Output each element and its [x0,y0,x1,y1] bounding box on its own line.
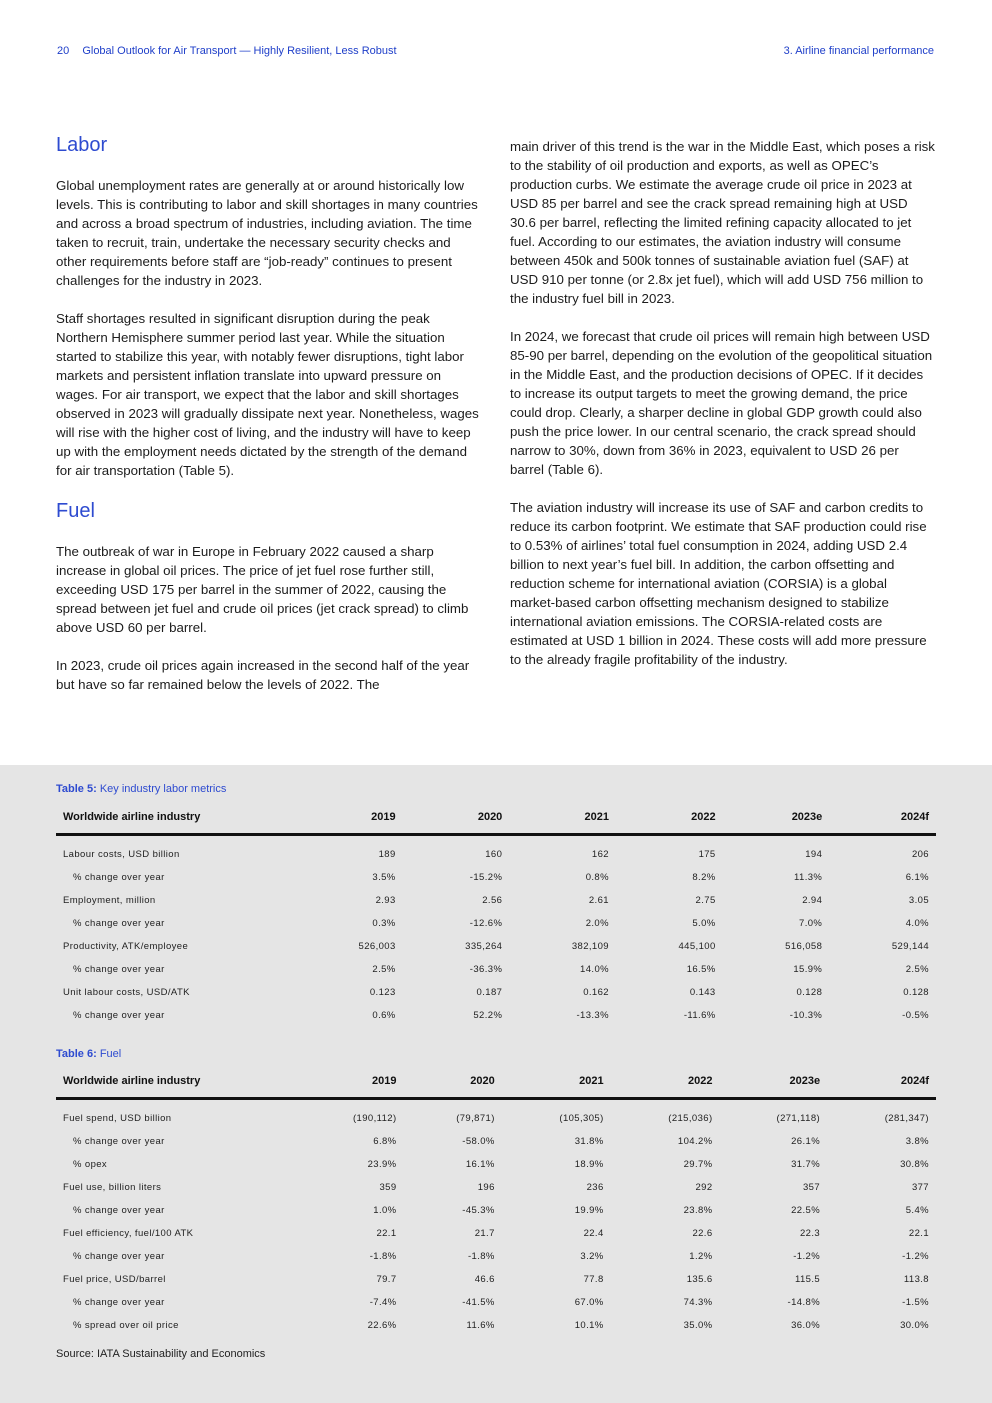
table-cell: -41.5% [462,1297,495,1308]
row-label: % change over year [73,1251,165,1262]
row-label: % spread over oil price [73,1320,179,1331]
table-row [56,1107,936,1130]
table-cell: 0.143 [689,987,716,998]
table-cell: 0.8% [585,872,609,883]
table6-title: Fuel [99,1048,122,1060]
table-cell: 0.128 [796,987,823,998]
table-cell: 2.56 [482,895,503,906]
table-cell: 2.61 [588,895,609,906]
table-cell: 3.5% [372,872,396,883]
table-cell: 23.8% [683,1205,713,1216]
column-header: 2022 [611,1064,720,1099]
column-header: 2019 [296,1064,404,1099]
table-cell: 162 [591,849,609,860]
table-cell: (281,347) [884,1113,929,1124]
table-cell: 0.3% [372,918,396,929]
table-row [56,935,936,958]
row-label: % change over year [73,1297,165,1308]
table-cell: 7.0% [799,918,823,929]
fuel-paragraph-5: The aviation industry will increase its use of SAF and carbon credits to reduce its carbon footprint. We estimate that SAF production could rise to 0.53% of airlines’ total fuel consumption in 2024, adding USD 2.4 billion to next year’s fuel bill. In addition, the carbon offsetting and reduction scheme for international aviation (CORSIA) is a global market-based carbon offsetting mechanism designed to stabilize international aviation emissions. The CORSIA-related costs are estimated at USD 1 billion in 2024. These costs will add more pressure to the already fragile profitability of the industry. [510,500,927,667]
table-cell: 5.0% [692,918,716,929]
table-cell: 18.9% [574,1159,604,1170]
table-row [56,1153,936,1176]
table-cell: 335,264 [465,941,503,952]
table-cell: 5.4% [905,1205,929,1216]
table-row [56,889,936,912]
table-cell: 189 [378,849,396,860]
table-cell: 2.5% [905,964,929,975]
table-cell: (190,112) [352,1113,397,1124]
table-cell: 35.0% [683,1320,713,1331]
labor-heading: Labor [56,134,108,156]
column-header: 2021 [502,1064,611,1099]
table-cell: 10.1% [574,1320,604,1331]
table-cell: 1.0% [373,1205,397,1216]
table-cell: 8.2% [692,872,716,883]
table-row [56,1314,936,1337]
row-label: Fuel price, USD/barrel [63,1274,166,1285]
table-cell: 31.7% [791,1159,821,1170]
column-header: 2022 [616,800,723,835]
labor-paragraph-2: Staff shortages resulted in significant disruption during the peak Northern Hemisphere summer period last year. While the situation started to stabilize this year, with notably fewer disruptions, tight labor markets and persistent inflation translate into upward pressure on wages. For air transport, we expect that the labor and skill shortages observed in 2023 will gradually dissipate next year. Nonetheless, wages will rise with the higher cost of living, and the industry will have to keep up with the employment needs dictated by the strength of the demand for air transportation (Table 5). [56,311,479,478]
table-cell: 26.1% [791,1136,821,1147]
table-cell: 77.8 [583,1274,604,1285]
table-cell: 0.123 [369,987,396,998]
table-row [56,1176,936,1199]
table-cell: 22.6 [692,1228,713,1239]
table5-title: Key industry labor metrics [99,783,227,795]
table-cell: 22.5% [791,1205,821,1216]
table-row [56,981,936,1004]
table5-label: Table 5: [56,783,97,795]
table-cell: 359 [379,1182,397,1193]
table-cell: 2.5% [372,964,396,975]
table-cell: 1.2% [689,1251,713,1262]
table-row [56,958,936,981]
table-cell: -7.4% [369,1297,397,1308]
labor-metrics-table [56,800,936,1027]
table-cell: -10.3% [789,1010,823,1021]
section-title: 3. Airline financial performance [783,45,934,57]
table-cell: 22.3 [799,1228,821,1239]
column-header: 2024f [827,1064,936,1099]
document-title: Global Outlook for Air Transport — Highly Resilient, Less Robust [82,45,397,57]
row-label: % change over year [73,1205,165,1216]
table-cell: 3.05 [908,895,929,906]
column-header: 2023e [720,1064,828,1099]
table-cell: 4.0% [905,918,929,929]
row-label: % change over year [73,1010,165,1021]
column-header: 2020 [403,800,510,835]
column-header: 2019 [296,800,403,835]
table-cell: -1.8% [369,1251,397,1262]
table-cell: (79,871) [456,1113,495,1124]
table-cell: -15.2% [469,872,503,883]
table5-caption [56,783,226,795]
row-label: % change over year [73,872,165,883]
column-header: 2020 [404,1064,502,1099]
row-label: % change over year [73,1136,165,1147]
fuel-paragraph-2: In 2023, crude oil prices again increased in the second half of the year but have so far remained below the levels of 2022. The [56,658,470,692]
table-cell: 52.2% [473,1010,503,1021]
table-cell: 6.1% [905,872,929,883]
table-cell: 206 [911,849,929,860]
table-cell: 0.162 [583,987,609,998]
table-row [56,1199,936,1222]
column-header: 2024f [829,800,936,835]
table-cell: 2.93 [375,895,396,906]
table-cell: 11.6% [466,1320,495,1331]
table-cell: 382,109 [571,941,609,952]
table-cell: 11.3% [794,872,823,883]
table-row [56,1291,936,1314]
fuel-paragraph-1: The outbreak of war in Europe in February 2022 caused a sharp increase in global oil prices. The price of jet fuel rose further still, exceeding USD 175 per barrel in the summer of 2022, causing the spread between jet fuel and crude oil prices (jet crack spread) to climb above USD 60 per barrel. [56,544,469,635]
table-cell: 46.6 [474,1274,495,1285]
table-cell: -1.2% [793,1251,821,1262]
page-number: 20 [57,45,70,57]
table6-label: Table 6: [56,1048,97,1060]
table-cell: 21.7 [474,1228,495,1239]
table-cell: -36.3% [469,964,503,975]
table-cell: 113.8 [903,1274,929,1285]
table-cell: 2.94 [802,895,823,906]
table-cell: -1.8% [467,1251,495,1262]
table-cell: -14.8% [787,1297,821,1308]
table-cell: 74.3% [683,1297,713,1308]
table-row [56,1245,936,1268]
table-cell: 135.6 [686,1274,713,1285]
table-cell: 160 [485,849,503,860]
table-cell: -1.2% [902,1251,929,1262]
table-cell: 377 [911,1182,929,1193]
table-cell: 6.8% [373,1136,397,1147]
table-cell: 30.0% [900,1320,929,1331]
table-row [56,1130,936,1153]
table-cell: 526,003 [358,941,396,952]
table-cell: 22.4 [583,1228,604,1239]
table-row [56,1004,936,1027]
labor-paragraph-1: Global unemployment rates are generally at or around historically low levels. This is contributing to labor and skill shortages in many countries and across a broad spectrum of industries, including aviation. The time taken to recruit, train, undertake the necessary security checks and other requirements before staff are “job-ready” continues to present challenges for the industry in 2023. [56,178,478,288]
table-cell: (271,118) [776,1113,821,1124]
left-column [56,133,481,713]
table-cell: 19.9% [574,1205,604,1216]
row-label: Labour costs, USD billion [63,849,180,860]
table-cell: 31.8% [574,1136,604,1147]
running-header [57,45,397,57]
table-cell: 196 [477,1182,495,1193]
table-cell: 529,144 [891,941,929,952]
table-cell: 0.187 [476,987,503,998]
table-cell: 0.6% [372,1010,396,1021]
table-cell: 516,058 [785,941,823,952]
table-cell: -1.5% [902,1297,929,1308]
table-cell: 15.9% [793,964,823,975]
table-cell: -12.6% [469,918,503,929]
fuel-table [56,1064,936,1337]
fuel-paragraph-4: In 2024, we forecast that crude oil prices will remain high between USD 85-90 per barrel, depending on the evolution of the geopolitical situation in the Middle East, and the production decisions of OPEC. If it decides to increase its output targets to meet the growing demand, the price could drop. Clearly, a sharper decline in global GDP growth could also push the price lower. In our central scenario, the crack spread should narrow to 30%, down from 36% in 2023, equivalent to USD 26 per barrel (Table 6). [510,329,933,477]
table-cell: 30.8% [900,1159,929,1170]
row-label: Unit labour costs, USD/ATK [63,987,190,998]
table-cell: 115.5 [794,1274,821,1285]
row-label: Fuel spend, USD billion [63,1113,172,1124]
row-label: % change over year [73,918,165,929]
table-cell: 2.0% [585,918,609,929]
table-cell: (215,036) [668,1113,713,1124]
table-cell: 445,100 [678,941,716,952]
table-cell: 104.2% [677,1136,713,1147]
table-row [56,866,936,889]
row-label: Employment, million [63,895,156,906]
table-cell: -11.6% [683,1010,716,1021]
table-cell: 16.1% [465,1159,495,1170]
table-cell: 3.2% [580,1251,604,1262]
column-header: 2023e [723,800,830,835]
row-label: % change over year [73,964,165,975]
fuel-heading: Fuel [56,500,95,522]
table-row [56,912,936,935]
table-cell: 175 [698,849,716,860]
column-header: Worldwide airline industry [56,800,296,835]
table-row [56,1268,936,1291]
table-cell: 36.0% [791,1320,821,1331]
row-label: Productivity, ATK/employee [63,941,189,952]
column-header: 2021 [509,800,616,835]
table-row [56,1222,936,1245]
table-cell: 79.7 [376,1274,397,1285]
table-cell: 23.9% [367,1159,397,1170]
table-cell: 22.6% [367,1320,397,1331]
row-label: % opex [73,1159,108,1170]
table-cell: 236 [586,1182,604,1193]
table-cell: -13.3% [576,1010,609,1021]
table-cell: 22.1 [376,1228,397,1239]
table-cell: 29.7% [683,1159,713,1170]
table-cell: 292 [695,1182,713,1193]
fuel-paragraph-3: main driver of this trend is the war in the Middle East, which poses a risk to the stability of oil production and exports, as well as OPEC’s production curbs. We estimate the average crude oil price in 2023 at USD 85 per barrel and see the crack spread remaining high at USD 30.6 per barrel, reflecting the limited refining capacity allocated to jet fuel. According to our estimates, the aviation industry will consume between 450k and 500k tonnes of sustainable aviation fuel (SAF) at USD 910 per tonne (or 2.8x jet fuel), which will add USD 756 million to the industry fuel bill in 2023. [510,139,935,306]
table-cell: 14.0% [580,964,609,975]
table-cell: 22.1 [908,1228,929,1239]
table-cell: 194 [805,849,823,860]
table-cell: 67.0% [574,1297,604,1308]
table-row [56,843,936,866]
table-cell: -45.3% [462,1205,495,1216]
table-cell: 2.75 [695,895,716,906]
table-cell: -58.0% [462,1136,495,1147]
row-label: Fuel efficiency, fuel/100 ATK [63,1228,194,1239]
column-header: Worldwide airline industry [56,1064,296,1099]
table-cell: 357 [803,1182,821,1193]
source-note: Source: IATA Sustainability and Economics [56,1348,266,1360]
table-cell: -0.5% [902,1010,929,1021]
row-label: Fuel use, billion liters [63,1182,162,1193]
table-cell: 16.5% [686,964,716,975]
right-column [510,137,935,688]
table6-caption [56,1048,121,1060]
table-cell: 0.128 [903,987,929,998]
table-cell: 3.8% [905,1136,929,1147]
table-cell: (105,305) [559,1113,604,1124]
